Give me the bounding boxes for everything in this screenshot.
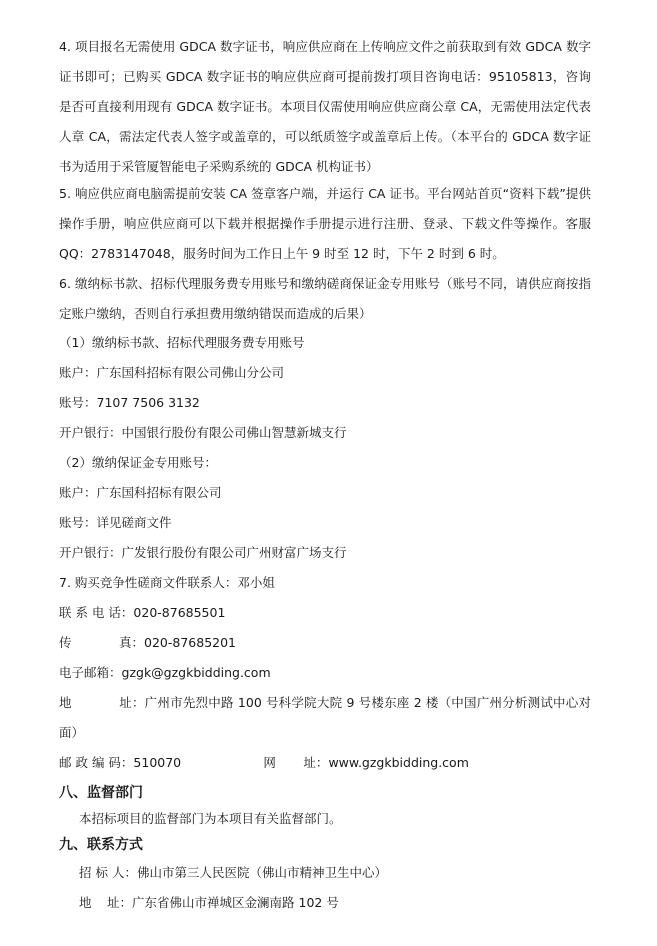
address-value: 广州市先烈中路 100 号科学院大院 9 号楼东座 2 楼（中国广州分析测试中心对面） — [59, 695, 591, 740]
account1-title: （1）缴纳标书款、招标代理服务费专用账号 — [59, 335, 305, 350]
paragraph-item-6: 6. 缴纳标书款、招标代理服务费专用账号和缴纳磋商保证金专用账号（账号不同，请供应商按指定账户缴纳，否则自行承担费用缴纳错误而造成的后果） — [59, 276, 591, 321]
buyer-address-value: 广东省佛山市禅城区金澜南路 102 号 — [132, 895, 339, 910]
section-8-text: 本招标项目的监督部门为本项目有关监督部门。 — [79, 811, 342, 826]
section-8-heading: 八、监督部门 — [59, 785, 143, 801]
account2-name: 账户：广东国科招标有限公司 — [59, 485, 222, 500]
zip-label: 邮 政 编 码： — [59, 755, 134, 770]
account2-title: （2）缴纳保证金专用账号： — [59, 455, 217, 470]
buyer-address-label-char: 地 — [79, 895, 92, 910]
section-9-heading: 九、联系方式 — [59, 837, 143, 853]
paragraph-item-5: 5. 响应供应商电脑需提前安装 CA 签章客户端，并运行 CA 证书。平台网站首页“资料下载”提供操作手册，响应供应商可以下载并根据操作手册提示进行注册、登录、下载文件等操作。客服 QQ：2783147048，服务时间为工作日上午 9 时至 12 时，下午 2 时到 6 时。 — [59, 186, 591, 261]
account1-number: 账号：7107 7506 3132 — [59, 395, 200, 410]
contact-email-row — [59, 658, 271, 688]
paragraph-item-4: 4. 项目报名无需使用 GDCA 数字证书，响应供应商在上传响应文件之前获取到有效 GDCA 数字证书即可；已购买 GDCA 数字证书的响应供应商可提前拨打项目咨询电话：95105813，咨询是否可直接利用现有 GDCA 数字证书。本项目仅需使用响应供应商公章 CA，无需使用法定代表人章 CA，需法定代表人签字或盖章的，可以纸质签字或盖章后上传。（本平台的 GDCA 数字证书为适用于采管厦智能电子采购系统的 GDCA 机构证书） — [59, 39, 591, 174]
phone-label: 联 系 电 话： — [59, 605, 134, 620]
phone-value: 020-87685501 — [133, 605, 226, 620]
account2-bank: 开户银行：广发银行股份有限公司广州财富广场支行 — [59, 545, 347, 560]
contact-zip-web-row — [59, 748, 469, 778]
website-label-char: 网 — [263, 755, 276, 770]
fax-label: 真： — [119, 635, 145, 650]
fax-value: 020-87685201 — [144, 635, 237, 650]
website-label: 址： — [303, 755, 329, 770]
contact-fax-row — [59, 628, 236, 658]
buyer-label: 招 标 人： — [79, 865, 137, 880]
zip-value: 510070 — [133, 755, 182, 770]
buyer-value: 佛山市第三人民医院（佛山市精神卫生中心） — [136, 865, 387, 880]
contact-address-row — [59, 688, 591, 748]
website-value: www.gzgkbidding.com — [328, 755, 469, 770]
email-value: gzgk@gzgkbidding.com — [121, 665, 271, 680]
address-label-char: 地 — [59, 695, 72, 710]
fax-label-char: 传 — [59, 635, 72, 650]
account2-number: 账号：详见磋商文件 — [59, 515, 172, 530]
address-label: 址： — [119, 695, 145, 710]
buyer-address-label: 址： — [107, 895, 133, 910]
buyer-row — [79, 858, 387, 888]
email-label: 电子邮箱： — [59, 665, 122, 680]
buyer-address-row — [79, 888, 339, 918]
paragraph-item-7: 7. 购买竞争性磋商文件联系人：邓小姐 — [59, 575, 275, 590]
account1-name: 账户：广东国科招标有限公司佛山分公司 — [59, 365, 285, 380]
contact-phone-row — [59, 598, 225, 628]
account1-bank: 开户银行：中国银行股份有限公司佛山智慧新城支行 — [59, 425, 347, 440]
